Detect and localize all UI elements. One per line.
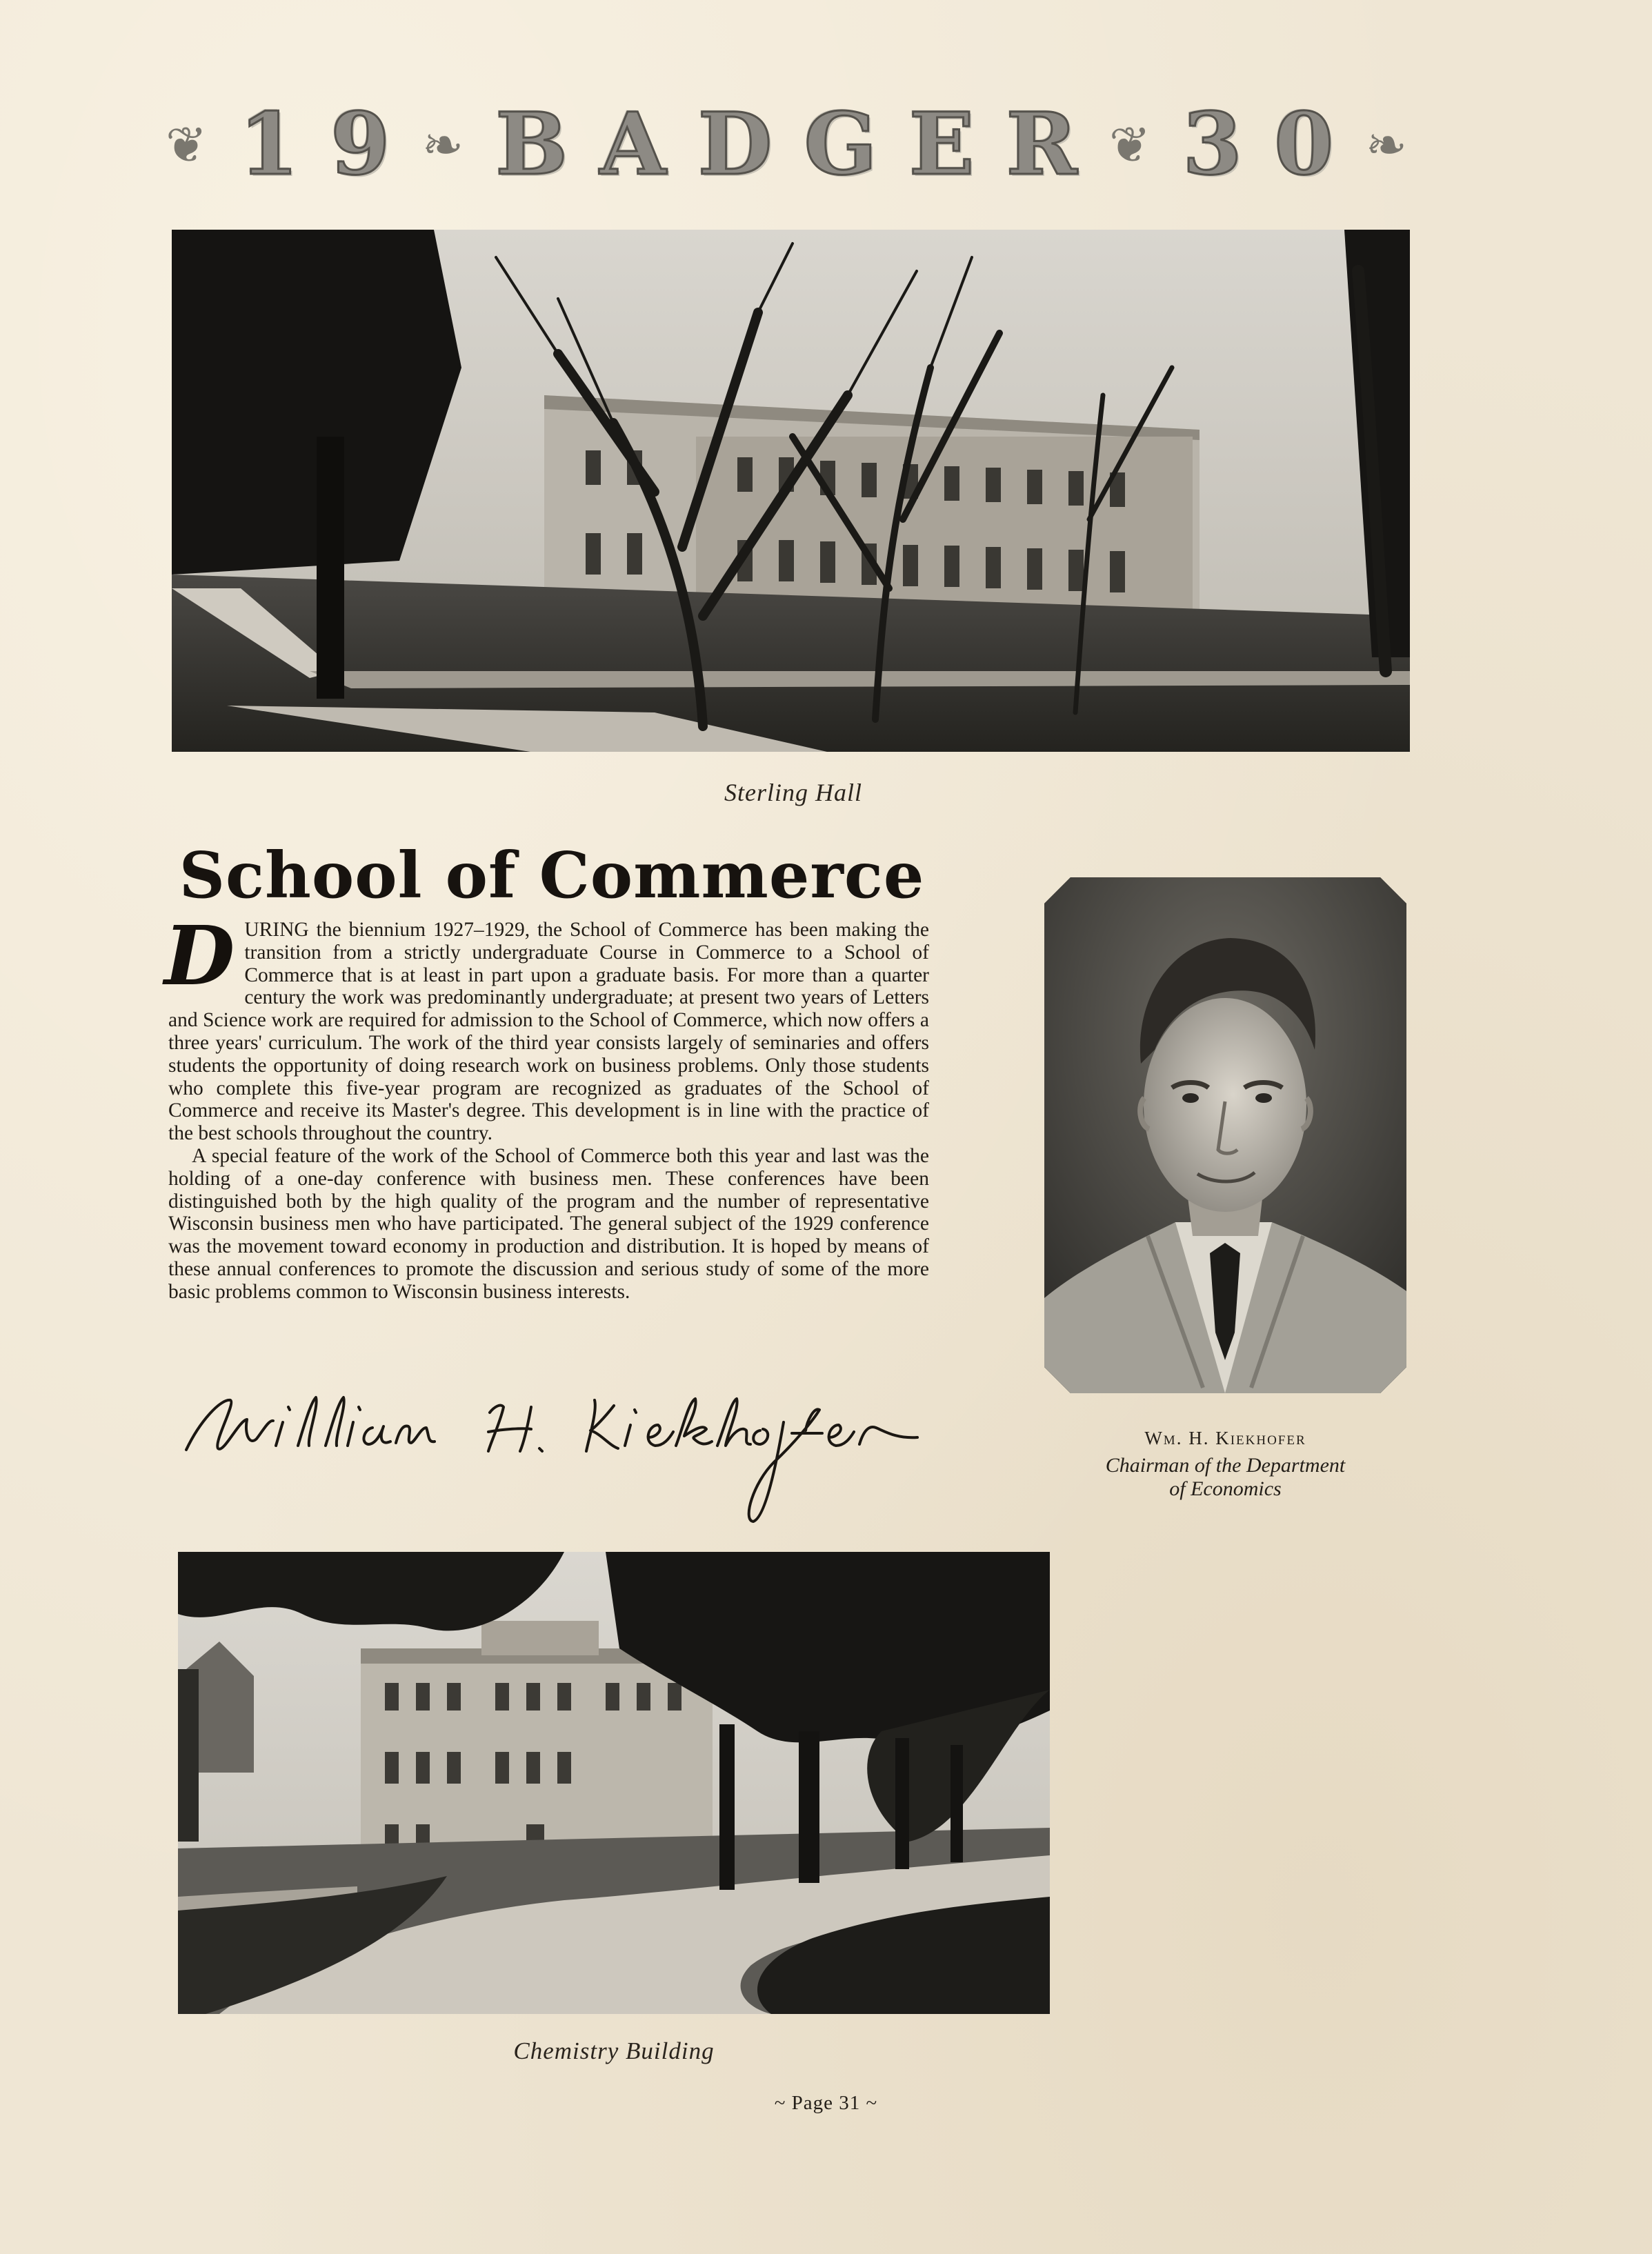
fleuron-icon: ❦ xyxy=(166,116,208,174)
fleuron-icon: ❧ xyxy=(1365,116,1407,174)
masthead-letter: R xyxy=(1006,94,1077,195)
drop-cap: D xyxy=(164,908,235,1004)
sterling-hall-caption: Sterling Hall xyxy=(724,779,862,806)
masthead-letter: G xyxy=(804,94,877,195)
portrait-title-line-1: Chairman of the Department xyxy=(1105,1454,1346,1477)
chemistry-building-caption: Chemistry Building xyxy=(513,2037,715,2064)
portrait-title-line-2: of Economics xyxy=(1169,1477,1282,1500)
masthead-letter: D xyxy=(697,94,773,195)
sterling-hall-photo xyxy=(172,230,1410,752)
page-number: ~ Page 31 ~ xyxy=(774,2092,878,2114)
portrait-photo xyxy=(1044,877,1406,1393)
paragraph-1-text: URING the biennium 1927–1929, the School of Commerce has been making the transition from a strictly undergraduate Course in Commerce to a School of Commerce that is at least in part upon a graduate basis. For more than a quarter century the work was predominantly undergraduate; at present two years of Letters and Science work are required for admission to the School of Commerce, which now offers a three years' curriculum. The work of the third year consists largely of seminaries and offers students the opportunity of doing research work on business problems. Only those students who complete this five-year program are recognized as graduates of the School of Commerce and receive its Master's degree. This development is in line with the practice of the best schools throughout the country. xyxy=(168,919,929,1145)
masthead-letter: B xyxy=(495,94,568,195)
article-paragraph-1 xyxy=(164,908,929,1145)
masthead-digit: 1 xyxy=(239,94,299,195)
masthead-letter: A xyxy=(599,94,666,195)
portrait-name: Wm. H. Kiekhofer xyxy=(1144,1428,1306,1448)
section-heading: School of Commerce xyxy=(179,838,925,912)
chemistry-building-photo xyxy=(178,1552,1050,2014)
article-body xyxy=(164,908,929,1304)
masthead xyxy=(166,94,1407,195)
masthead-digit: 9 xyxy=(330,94,390,195)
fleuron-icon: ❦ xyxy=(1108,116,1151,174)
masthead-digit: 0 xyxy=(1274,94,1334,195)
masthead-digit: 3 xyxy=(1182,94,1242,195)
masthead-letter: E xyxy=(908,94,975,195)
article-paragraph-2: A special feature of the work of the School of Commerce both this year and last was the holding of a one-day conference with business men. These conferences have been distinguished both by the high quality of the program and the number of representative Wisconsin business men who have participated. The general subject of the 1929 conference was the movement toward economy in production and distribution. It is hoped by means of these annual conferences to promote the discussion and serious study of some of the more basic problems common to Wisconsin business interests. xyxy=(168,1144,929,1303)
fleuron-icon: ❧ xyxy=(421,116,464,174)
signature-image xyxy=(172,1379,938,1531)
